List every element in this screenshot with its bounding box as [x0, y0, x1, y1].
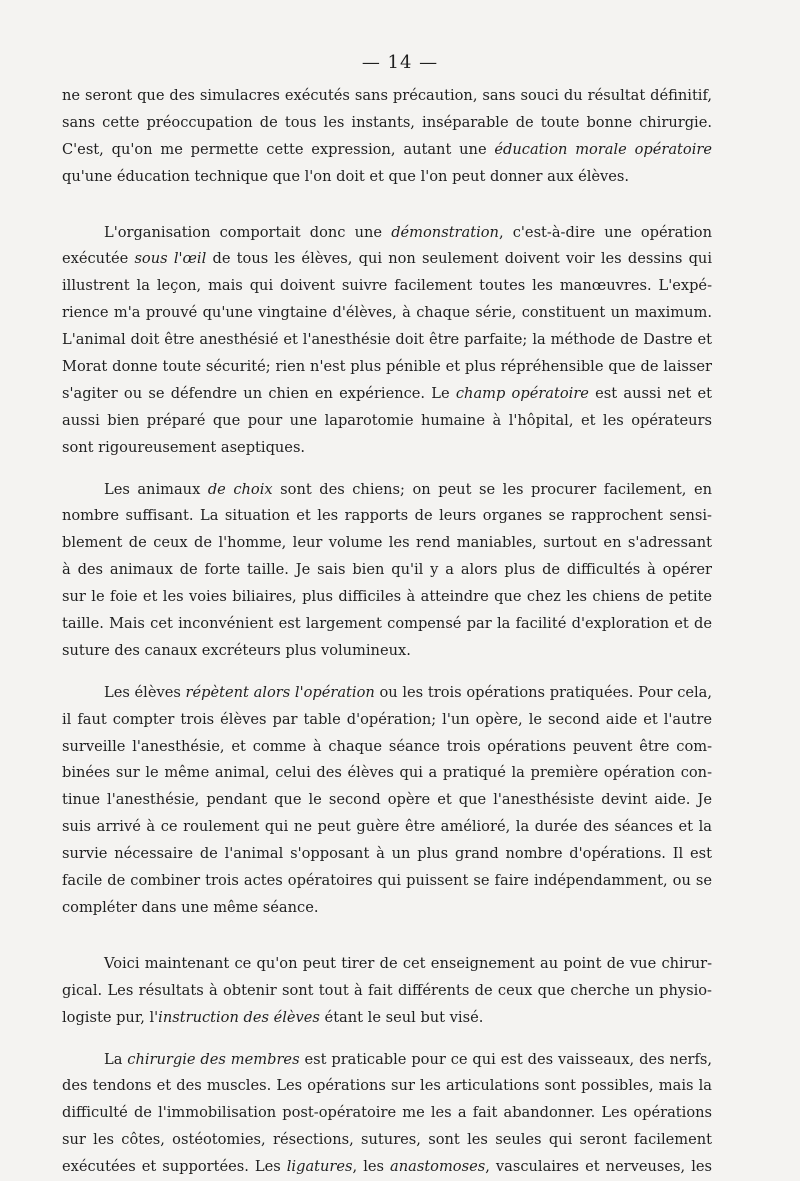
italic-phrase: champ opératoire	[455, 384, 589, 402]
italic-phrase: instruction des élèves	[158, 1008, 320, 1026]
text-line: survie nécessaire de l'animal s'opposant à un plus grand nombre d'opérations. Il est	[62, 845, 712, 863]
paragraph-gap	[62, 462, 712, 477]
paragraph-gap	[62, 922, 712, 951]
text-line: C'est, qu'on me permette cette expression, autant une éducation morale opératoire	[62, 140, 712, 158]
paragraph	[62, 220, 712, 462]
text-line: à des animaux de forte taille. Je sais bien qu'il y a alors plus de difficultés à opérer	[62, 561, 712, 579]
text-line: suture des canaux excréteurs plus volumineux.	[62, 641, 411, 659]
text-line: Les animaux de choix sont des chiens; on peut se les procurer facilement, en	[104, 480, 712, 498]
paragraph	[62, 477, 712, 665]
italic-phrase: de choix	[207, 480, 273, 498]
text-line: compléter dans une même séance.	[62, 898, 319, 916]
paragraph-gap	[62, 665, 712, 680]
text-line: La chirurgie des membres est praticable pour ce qui est des vaisseaux, des nerfs,	[104, 1050, 712, 1068]
text-line: aussi bien préparé que pour une laparotomie humaine à l'hôpital, et les opérateurs	[62, 411, 712, 429]
text-line: exécutées et supportées. Les ligatures, les anastomoses, vasculaires et nerveuses, les	[62, 1158, 712, 1176]
text-line: des tendons et des muscles. Les opérations sur les articulations sont possibles, mais la	[62, 1077, 712, 1095]
text-line: Voici maintenant ce qu'on peut tirer de cet enseignement au point de vue chirur-	[104, 954, 712, 972]
text-line: surveille l'anesthésie, et comme à chaque séance trois opérations peuvent être com-	[62, 737, 712, 755]
text-line: exécutée sous l'œil de tous les élèves, qui non seulement doivent voir les dessins qui	[62, 250, 712, 268]
text-line: sur le foie et les voies biliaires, plus difficiles à atteindre que chez les chiens de petite	[62, 588, 712, 606]
text-line: binées sur le même animal, celui des élèves qui a pratiqué la première opération con-	[62, 764, 712, 782]
text-line: il faut compter trois élèves par table d'opération; l'un opère, le second aide et l'autre	[62, 710, 712, 728]
body-text	[62, 83, 712, 1181]
text-line: sans cette préoccupation de tous les instants, inséparable de toute bonne chirurgie.	[62, 113, 712, 131]
text-line: logiste pur, l'instruction des élèves étant le seul but visé.	[62, 1008, 484, 1026]
page-number: — 14 —	[361, 52, 439, 73]
italic-phrase: répètent alors l'opération	[185, 683, 375, 701]
italic-phrase: anastomoses	[390, 1158, 486, 1176]
text-line: rience m'a prouvé qu'une vingtaine d'élèves, à chaque série, constituent un maximum.	[62, 304, 712, 322]
italic-phrase: ligatures	[286, 1158, 353, 1176]
text-line: sur les côtes, ostéotomies, résections, sutures, sont les seules qui seront facilement	[62, 1131, 712, 1149]
paragraph	[62, 83, 712, 191]
text-line: tinue l'anesthésie, pendant que le second opère et que l'anesthésiste devint aide. Je	[62, 791, 712, 809]
text-line: facile de combiner trois actes opératoires qui puissent se faire indépendamment, ou se	[62, 872, 712, 890]
paragraph-gap	[62, 191, 712, 220]
text-line: blement de ceux de l'homme, leur volume les rend maniables, surtout en s'adressant	[62, 534, 712, 552]
text-line: ne seront que des simulacres exécutés sans précaution, sans souci du résultat définitif,	[62, 87, 712, 104]
text-line: suis arrivé à ce roulement qui ne peut guère être amélioré, la durée des séances et la	[62, 818, 712, 836]
paragraph	[62, 680, 712, 922]
text-line: Les élèves répètent alors l'opération ou les trois opérations pratiquées. Pour cela,	[104, 683, 712, 701]
text-line: Morat donne toute sécurité; rien n'est plus pénible et plus répréhensible que de laisser	[62, 358, 712, 376]
text-line: s'agiter ou se défendre un chien en expérience. Le champ opératoire est aussi net et	[62, 384, 712, 402]
text-line: difficulté de l'immobilisation post-opératoire me les a fait abandonner. Les opérations	[62, 1104, 712, 1122]
text-line: qu'une éducation technique que l'on doit et que l'on peut donner aux élèves.	[62, 167, 630, 185]
text-line: L'organisation comportait donc une démonstration, c'est-à-dire une opération	[104, 223, 712, 241]
text-line: gical. Les résultats à obtenir sont tout à fait différents de ceux que cherche un physio-	[62, 981, 712, 999]
text-line: sont rigoureusement aseptiques.	[62, 438, 306, 456]
italic-phrase: éducation morale opératoire	[494, 140, 712, 158]
text-line: nombre suffisant. La situation et les rapports de leurs organes se rapprochent sensi-	[62, 507, 712, 525]
text-line: L'animal doit être anesthésié et l'anesthésie doit être parfaite; la méthode de Dastre et	[62, 331, 712, 349]
italic-phrase: démonstration	[391, 223, 499, 241]
italic-phrase: sous l'œil	[134, 250, 207, 268]
italic-phrase: chirurgie des membres	[127, 1050, 300, 1068]
paragraph	[62, 951, 712, 1032]
text-line: taille. Mais cet inconvénient est largement compensé par la facilité d'exploration et de	[62, 615, 712, 633]
paragraph	[62, 1047, 712, 1181]
paragraph-gap	[62, 1032, 712, 1047]
text-line: illustrent la leçon, mais qui doivent suivre facilement toutes les manœuvres. L'expé-	[62, 277, 712, 295]
